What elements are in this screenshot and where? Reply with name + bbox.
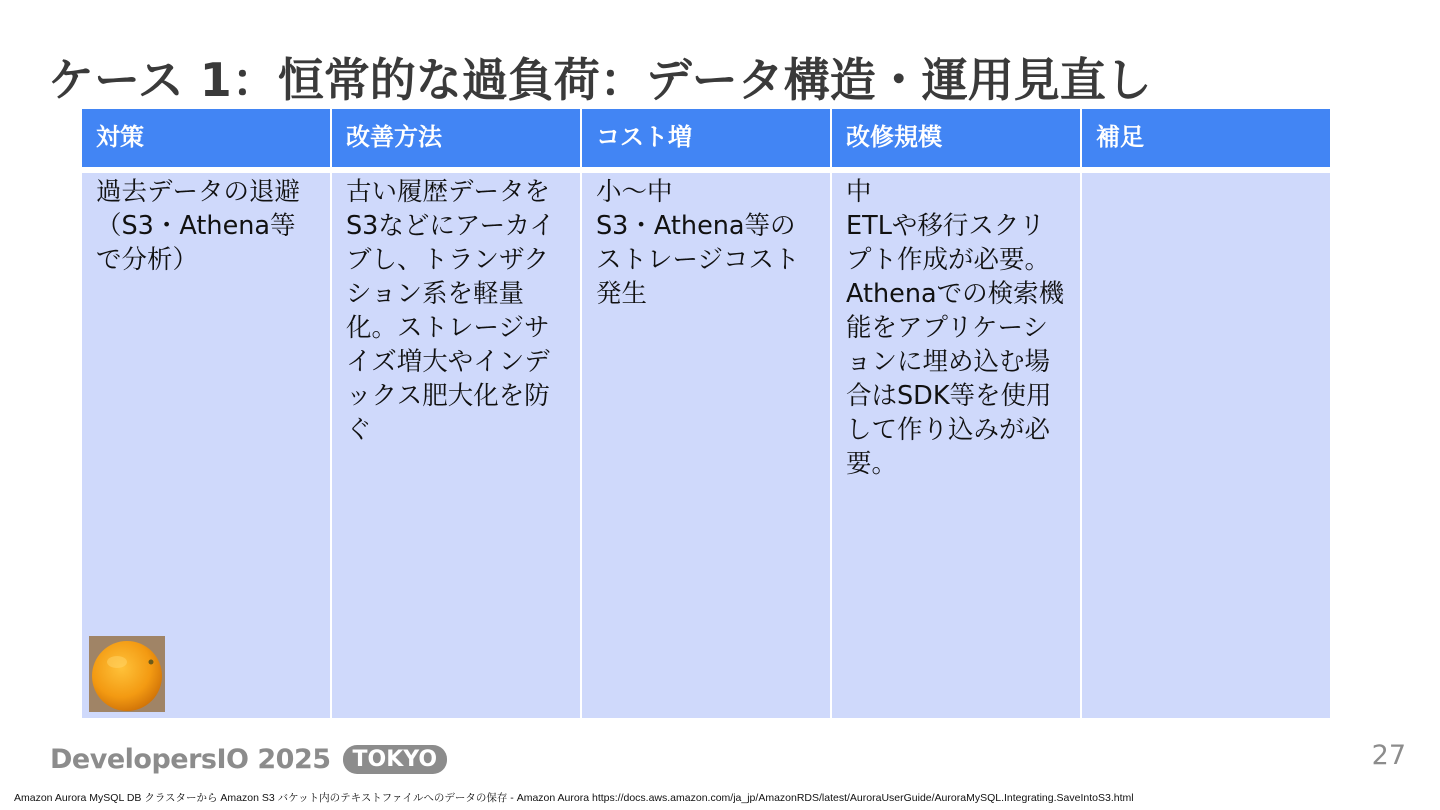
scale-level: 中 bbox=[846, 177, 872, 207]
comparison-table bbox=[82, 109, 1332, 718]
header-cost: コスト増 bbox=[582, 109, 830, 167]
header-note: 補足 bbox=[1082, 109, 1330, 167]
cell-method bbox=[332, 173, 580, 718]
logo-badge: TOKYO bbox=[343, 745, 448, 774]
cell-scale bbox=[832, 173, 1080, 718]
measure-text: 過去データの退避（S3・Athena等で分析） bbox=[96, 177, 301, 275]
developersio-logo bbox=[50, 744, 447, 775]
cell-note bbox=[1082, 173, 1330, 718]
header-measure: 対策 bbox=[82, 109, 330, 167]
cost-level: 小〜中 bbox=[596, 177, 673, 207]
orange-photo-icon bbox=[89, 636, 165, 712]
scale-detail: ETLや移行スクリプト作成が必要。Athenaでの検索機能をアプリケーションに埋め込む場合はSDK等を使用して作り込みが必要。 bbox=[846, 211, 1065, 479]
method-text: 古い履歴データをS3などにアーカイブし、トランザクション系を軽量化。ストレージサイズ増大やインデックス肥大化を防ぐ bbox=[346, 177, 555, 445]
cell-cost bbox=[582, 173, 830, 718]
cost-detail: S3・Athena等のストレージコスト発生 bbox=[596, 211, 800, 309]
reference-footnote: Amazon Aurora MySQL DB クラスターから Amazon S3 バケット内のテキストファイルへのデータの保存 - Amazon Aurora https://docs.aws.amazon.com/ja_jp/AmazonRDS/latest/AuroraUserGuide/AuroraMySQL.Integrating.SaveIntoS3.html bbox=[14, 792, 1134, 804]
header-scale: 改修規模 bbox=[832, 109, 1080, 167]
orange-illustration bbox=[89, 636, 165, 712]
header-method: 改善方法 bbox=[332, 109, 580, 167]
page-number: 27 bbox=[1371, 740, 1406, 771]
slide-title: ケース 1：恒常的な過負荷：データ構造・運用見直し bbox=[48, 53, 1152, 107]
logo-name: DevelopersIO 2025 bbox=[50, 744, 331, 775]
